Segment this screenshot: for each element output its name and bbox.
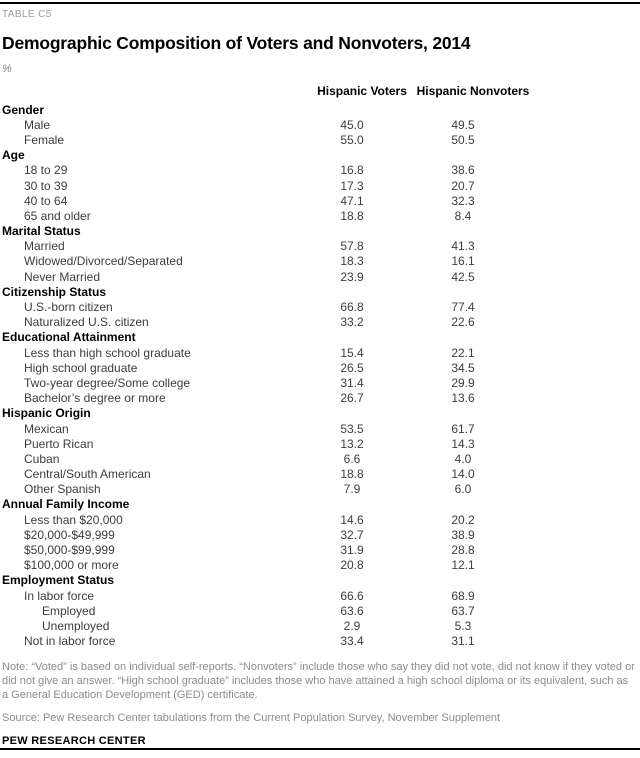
row-label: Never Married	[24, 269, 101, 284]
table-row	[2, 634, 638, 649]
table-row	[2, 527, 638, 542]
table-row	[2, 178, 638, 193]
row-label: Other Spanish	[24, 482, 101, 497]
column-header-row	[2, 82, 638, 100]
table-row	[2, 451, 638, 466]
table-row	[2, 269, 638, 284]
row-label: Cuban	[24, 451, 60, 466]
value-cell-nonvoters: 5.3	[454, 618, 472, 633]
value-cell-voters: 2.9	[343, 618, 361, 633]
row-label: High school graduate	[24, 360, 138, 375]
value-cell-voters: 31.9	[340, 543, 364, 558]
value-cell-nonvoters: 28.8	[451, 543, 475, 558]
row-label: U.S.-born citizen	[24, 300, 113, 315]
value-cell-voters: 31.4	[340, 375, 364, 390]
value-cell-nonvoters: 61.7	[451, 421, 475, 436]
note-text: Note: “Voted” is based on individual self-reports. “Nonvoters” include those who say they did not vote, did not know if they voted or did not give an answer. “High school graduate” includes those who have attained a high school diploma or its equivalent, such as a General Education Development (GED) certificate.	[2, 660, 635, 701]
section-header-label: Gender	[2, 102, 45, 117]
table-row	[2, 117, 638, 132]
value-cell-voters: 66.6	[340, 588, 364, 603]
row-label: Female	[24, 132, 65, 147]
section-header-label: Hispanic Origin	[2, 406, 91, 421]
value-cell-nonvoters: 14.3	[451, 436, 475, 451]
value-cell-voters: 7.9	[343, 482, 361, 497]
section-header-row	[2, 330, 638, 345]
value-cell-nonvoters: 31.1	[451, 634, 475, 649]
value-cell-nonvoters: 77.4	[451, 300, 475, 315]
section-header-row	[2, 573, 638, 588]
value-cell-voters: 18.8	[340, 467, 364, 482]
section-header-label: Annual Family Income	[2, 497, 130, 512]
value-cell-voters: 18.8	[340, 208, 364, 223]
section-header-label: Citizenship Status	[2, 284, 107, 299]
row-label: Not in labor force	[24, 634, 116, 649]
section-header-row	[2, 102, 638, 117]
row-label: Less than $20,000	[24, 512, 123, 527]
row-label: $20,000-$49,999	[24, 527, 115, 542]
value-cell-voters: 17.3	[340, 178, 364, 193]
section-header-label: Marital Status	[2, 224, 81, 239]
value-cell-nonvoters: 38.9	[451, 527, 475, 542]
table-row	[2, 315, 638, 330]
row-label: Puerto Rican	[24, 436, 94, 451]
value-cell-voters: 6.6	[343, 451, 361, 466]
table-row	[2, 163, 638, 178]
table-row	[2, 482, 638, 497]
row-label: Naturalized U.S. citizen	[24, 315, 149, 330]
value-cell-voters: 57.8	[340, 239, 364, 254]
page-title: Demographic Composition of Voters and Nonvoters, 2014	[2, 33, 471, 53]
value-cell-voters: 63.6	[340, 603, 364, 618]
table-row	[2, 345, 638, 360]
table-body	[2, 102, 638, 649]
table-row	[2, 588, 638, 603]
table-row	[2, 239, 638, 254]
row-label: 18 to 29	[24, 163, 68, 178]
value-cell-voters: 55.0	[340, 132, 364, 147]
row-label: $100,000 or more	[24, 558, 119, 573]
value-cell-nonvoters: 49.5	[451, 117, 475, 132]
table-row	[2, 542, 638, 557]
table-row	[2, 193, 638, 208]
column-header-nonvoters: Hispanic Nonvoters	[416, 84, 530, 98]
value-cell-nonvoters: 41.3	[451, 239, 475, 254]
table-row	[2, 421, 638, 436]
row-label: Mexican	[24, 421, 69, 436]
value-cell-nonvoters: 12.1	[451, 558, 475, 573]
row-label: $50,000-$99,999	[24, 543, 115, 558]
value-cell-nonvoters: 34.5	[451, 360, 475, 375]
table-row	[2, 360, 638, 375]
table-row	[2, 512, 638, 527]
value-cell-voters: 66.8	[340, 300, 364, 315]
table-row	[2, 254, 638, 269]
row-label: 30 to 39	[24, 178, 68, 193]
value-cell-nonvoters: 63.7	[451, 603, 475, 618]
row-label: 40 to 64	[24, 193, 68, 208]
row-label: Unemployed	[42, 618, 110, 633]
value-cell-nonvoters: 68.9	[451, 588, 475, 603]
value-cell-nonvoters: 16.1	[451, 254, 475, 269]
table-row	[2, 618, 638, 633]
table-row	[2, 436, 638, 451]
value-cell-voters: 45.0	[340, 117, 364, 132]
footer-brand: PEW RESEARCH CENTER	[2, 734, 146, 747]
value-cell-nonvoters: 38.6	[451, 163, 475, 178]
value-cell-nonvoters: 20.7	[451, 178, 475, 193]
section-header-row	[2, 148, 638, 163]
value-cell-voters: 18.3	[340, 254, 364, 269]
section-header-row	[2, 406, 638, 421]
value-cell-voters: 53.5	[340, 421, 364, 436]
value-cell-nonvoters: 8.4	[454, 208, 472, 223]
row-label: 65 and older	[24, 208, 91, 223]
row-label: Married	[24, 239, 65, 254]
table-row	[2, 391, 638, 406]
top-rule	[0, 2, 640, 4]
source-text: Source: Pew Research Center tabulations from the Current Population Survey, November Supplement	[2, 711, 501, 724]
table-row	[2, 467, 638, 482]
section-header-label: Employment Status	[2, 573, 115, 588]
value-cell-voters: 26.7	[340, 391, 364, 406]
row-label: In labor force	[24, 588, 95, 603]
unit-label: %	[2, 63, 12, 75]
value-cell-voters: 33.2	[340, 315, 364, 330]
table-row	[2, 208, 638, 223]
table-row	[2, 132, 638, 147]
row-label: Male	[24, 117, 51, 132]
bottom-rule	[0, 748, 640, 750]
section-header-label: Age	[2, 148, 25, 163]
value-cell-voters: 33.4	[340, 634, 364, 649]
section-header-label: Educational Attainment	[2, 330, 136, 345]
demographics-table	[2, 82, 638, 649]
section-header-row	[2, 497, 638, 512]
value-cell-nonvoters: 42.5	[451, 269, 475, 284]
row-label: Employed	[42, 603, 96, 618]
section-header-row	[2, 284, 638, 299]
value-cell-voters: 23.9	[340, 269, 364, 284]
value-cell-voters: 26.5	[340, 360, 364, 375]
value-cell-nonvoters: 4.0	[454, 451, 472, 466]
value-cell-voters: 32.7	[340, 527, 364, 542]
row-label: Bachelor’s degree or more	[24, 391, 166, 406]
value-cell-nonvoters: 22.1	[451, 345, 475, 360]
value-cell-nonvoters: 32.3	[451, 193, 475, 208]
value-cell-nonvoters: 13.6	[451, 391, 475, 406]
row-label: Less than high school graduate	[24, 345, 191, 360]
row-label: Widowed/Divorced/Separated	[24, 254, 183, 269]
value-cell-voters: 14.6	[340, 512, 364, 527]
value-cell-nonvoters: 22.6	[451, 315, 475, 330]
value-cell-nonvoters: 20.2	[451, 512, 475, 527]
value-cell-nonvoters: 29.9	[451, 375, 475, 390]
row-label: Central/South American	[24, 467, 151, 482]
value-cell-voters: 13.2	[340, 436, 364, 451]
value-cell-nonvoters: 50.5	[451, 132, 475, 147]
value-cell-voters: 20.8	[340, 558, 364, 573]
value-cell-voters: 15.4	[340, 345, 364, 360]
table-row	[2, 375, 638, 390]
table-row	[2, 558, 638, 573]
column-header-voters: Hispanic Voters	[317, 84, 407, 98]
table-row	[2, 299, 638, 314]
value-cell-voters: 47.1	[340, 193, 364, 208]
value-cell-nonvoters: 14.0	[451, 467, 475, 482]
table-label: TABLE C5	[2, 9, 52, 20]
table-row	[2, 603, 638, 618]
section-header-row	[2, 224, 638, 239]
value-cell-voters: 16.8	[340, 163, 364, 178]
value-cell-nonvoters: 6.0	[454, 482, 472, 497]
row-label: Two-year degree/Some college	[24, 375, 191, 390]
